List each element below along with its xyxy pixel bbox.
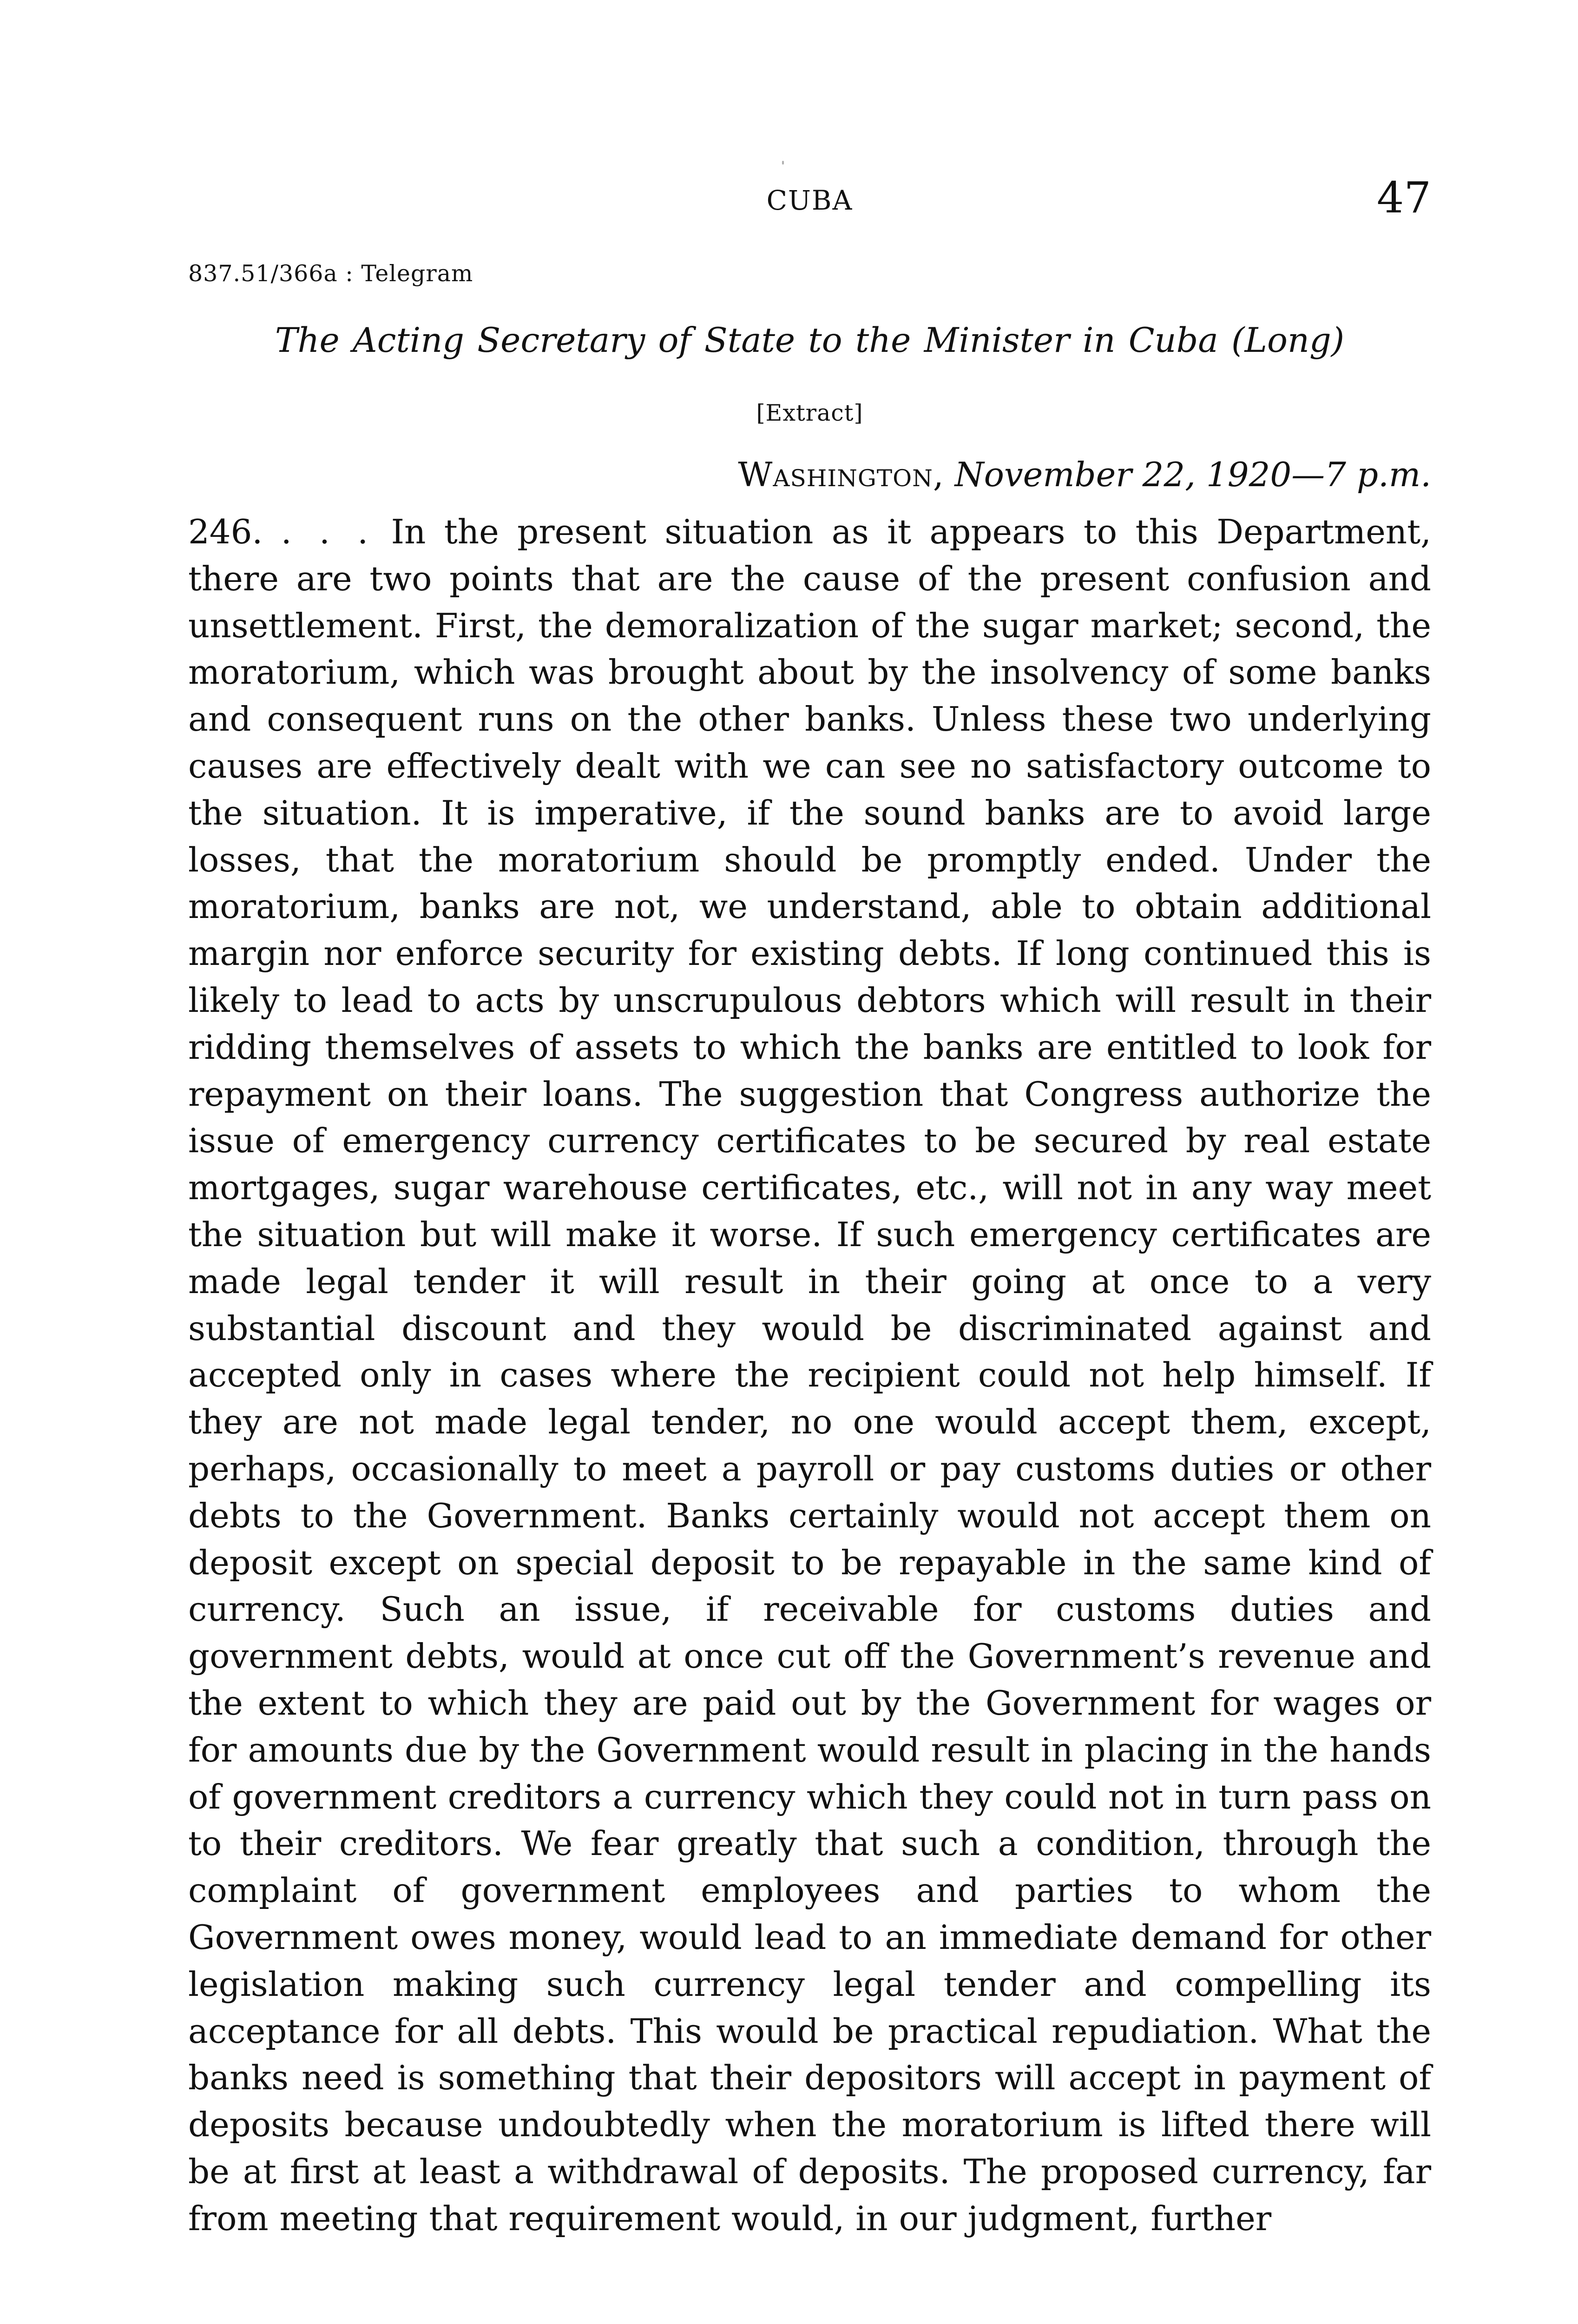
omission-ellipsis: . . .: [281, 512, 373, 551]
dateline-date: November 22, 1920—7 p.m.: [954, 455, 1431, 494]
page-header: [188, 173, 1431, 223]
telegram-body: [188, 508, 1431, 2242]
top-print-mark: [782, 161, 784, 165]
paragraph-number: 246.: [188, 512, 263, 551]
dateline: [188, 455, 1431, 495]
file-reference: 837.51/366a : Telegram: [188, 260, 473, 287]
telegram-body-text: In the present situation as it appears to this Department, there are two points that are the cause of the present confusion and unsettlement. First, the demoralization of the sugar market; second, the moratorium, which was brought about by the insolvency of some banks and consequent runs on the other banks. Unless these two underlying causes are effectively dealt with we can see no satisfactory outcome to the situation. It is imperative, if the sound banks are to avoid large losses, that the moratorium should be promptly ended. Under the moratorium, banks are not, we understand, able to obtain additional margin nor enforce security for existing debts. If long continued this is likely to lead to acts by unscrupulous debtors which will result in their ridding themselves of assets to which the banks are entitled to look for repayment on their loans. The suggestion that Congress authorize the issue of emergency currency certificates to be secured by real estate mortgages, sugar warehouse certificates, etc., will not in any way meet the situation but will make it worse. If such emergency certificates are made legal tender it will result in their going at once to a very substantial discount and they would be discriminated against and accepted only in cases where the recipient could not help himself. If they are not made legal tender, no one would accept them, except, perhaps, occasionally to meet a payroll or pay customs duties or other debts to the Government. Banks certainly would not accept them on deposit except on special deposit to be repayable in the same kind of currency. Such an issue, if receivable for customs duties and government debts, would at once cut off the Government’s revenue and the extent to which they are paid out by the Government for wages or for amounts due by the Government would result in placing in the hands of government creditors a currency which they could not in turn pass on to their creditors. We fear greatly that such a condition, through the complaint of government employees and parties to whom the Government owes money, would lead to an immediate demand for other legislation making such currency legal tender and compelling its acceptance for all debts. This would be practical repudiation. What the banks need is something that their depositors will accept in payment of deposits because undoubtedly when the moratorium is lifted there will be at first at least a withdrawal of deposits. The proposed currency, far from meeting that requirement would, in our judgment, further: [188, 512, 1431, 2238]
running-head: CUBA: [766, 185, 853, 216]
document-title: The Acting Secretary of State to the Minister in Cuba (Long): [275, 321, 1345, 360]
extract-note: [Extract]: [756, 400, 863, 426]
dateline-place: Washington,: [738, 455, 944, 494]
page-number: 47: [1376, 173, 1431, 223]
